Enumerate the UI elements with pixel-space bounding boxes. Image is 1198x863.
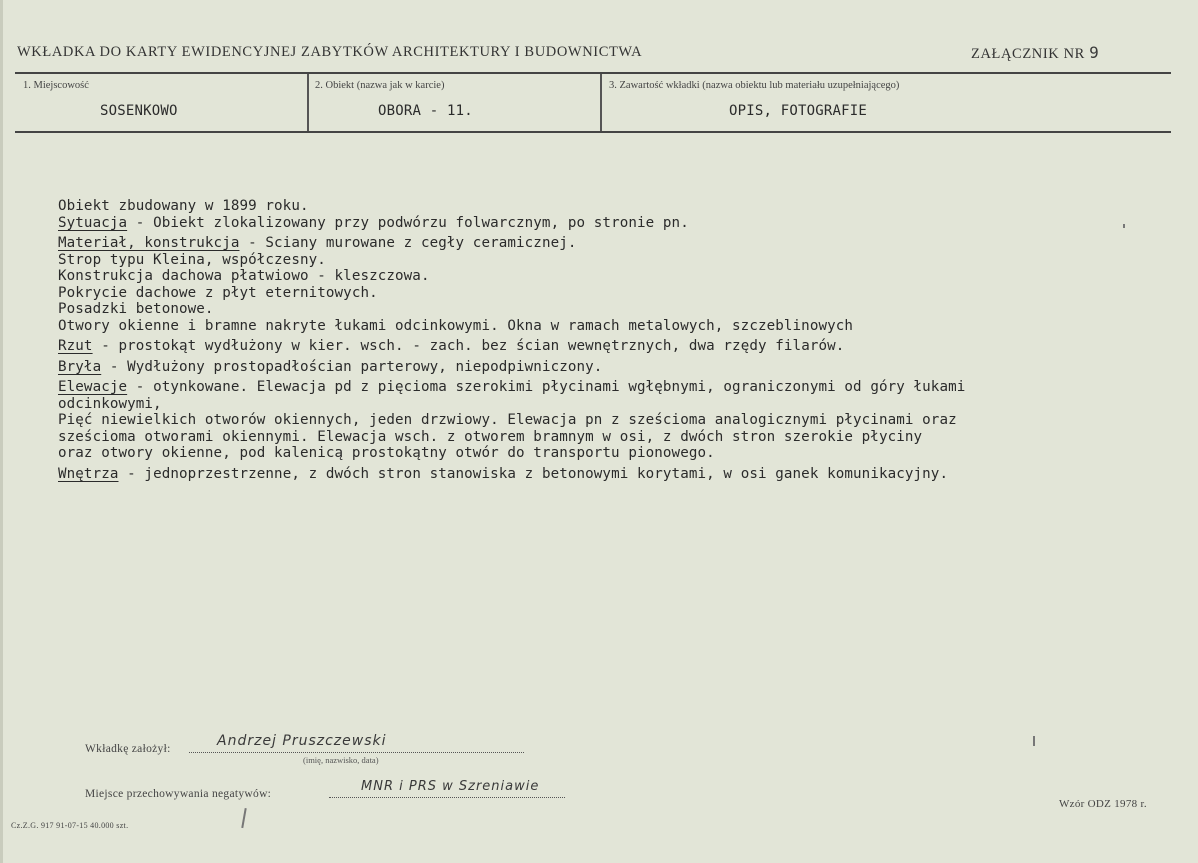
annex-number: 9 bbox=[1089, 43, 1100, 62]
section-text: - jednoprzestrzenne, z dwóch stron stanowiska z betonowymi korytami, w osi ganek komunikacyjny. bbox=[118, 465, 949, 482]
section-heading: Bryła bbox=[58, 358, 102, 375]
description-line: Posadzki betonowe. bbox=[58, 301, 214, 317]
field-divider-1 bbox=[307, 74, 309, 131]
made-by-label: Wkładkę założył: bbox=[85, 743, 171, 755]
storage-label: Miejsce przechowywania negatywów: bbox=[85, 788, 272, 800]
field-label-object: 2. Obiekt (nazwa jak w karcie) bbox=[315, 80, 445, 91]
made-by-signature: Andrzej Pruszczewski bbox=[217, 733, 387, 749]
section-heading: Wnętrza bbox=[58, 465, 119, 482]
field-value-object: OBORA - 11. bbox=[378, 103, 473, 119]
made-by-hint: (imię, nazwisko, data) bbox=[303, 755, 379, 765]
form-title: WKŁADKA DO KARTY EWIDENCYJNEJ ZABYTKÓW ARCHITEKTURY I BUDOWNICTWA bbox=[17, 44, 643, 60]
description-line: odcinkowymi, bbox=[58, 395, 162, 412]
field-label-locality: 1. Miejscowość bbox=[23, 80, 89, 91]
section-heading: Rzut bbox=[58, 338, 93, 354]
section-interior bbox=[58, 466, 1168, 483]
section-text: - Obiekt zlokalizowany przy podwórzu folwarcznym, po stronie pn. bbox=[127, 214, 689, 231]
paper-speck bbox=[1033, 736, 1035, 746]
description-line: sześcioma otworami okiennymi. Elewacja wsch. z otworem bramnym w osi, z dwóch stron szerokie płyciny bbox=[58, 428, 923, 445]
section-mass bbox=[58, 359, 1168, 376]
description-body bbox=[58, 198, 1168, 482]
form-info: Wzór ODZ 1978 r. bbox=[1059, 798, 1147, 810]
description-line: Otwory okienne i bramne nakryte łukami odcinkowymi. Okna w ramach metalowych, szczeblinowych bbox=[58, 317, 854, 334]
description-line: Konstrukcja dachowa płatwiowo - kleszczowa. bbox=[58, 268, 430, 284]
annex-label-text: ZAŁĄCZNIK NR bbox=[971, 46, 1085, 62]
paper-speck bbox=[241, 808, 246, 828]
description-line: oraz otwory okienne, pod kalenicą prostokątny otwór do transportu pionowego. bbox=[58, 445, 715, 461]
section-situation bbox=[58, 215, 1168, 232]
section-text: - otynkowane. Elewacja pd z pięcioma szerokimi płycinami wgłębnymi, ograniczonymi od góry łukami bbox=[127, 379, 966, 395]
header-top-rule bbox=[15, 72, 1171, 74]
section-text: - prostokąt wydłużony w kier. wsch. - zach. bez ścian wewnętrznych, dwa rzędy filarów. bbox=[92, 338, 845, 354]
section-material bbox=[58, 235, 1168, 252]
storage-dotline bbox=[329, 797, 565, 798]
description-line: Pokrycie dachowe z płyt eternitowych. bbox=[58, 284, 378, 301]
print-info: Cz.Z.G. 917 91-07-15 40.000 szt. bbox=[11, 821, 129, 830]
field-value-locality: SOSENKOWO bbox=[100, 103, 178, 119]
field-value-content: OPIS, FOTOGRAFIE bbox=[729, 103, 868, 119]
storage-value: MNR i PRS w Szreniawie bbox=[361, 779, 540, 794]
section-elevations bbox=[58, 379, 1168, 396]
section-text: - Sciany murowane z cegły ceramicznej. bbox=[239, 235, 577, 251]
description-line: Obiekt zbudowany w 1899 roku. bbox=[58, 198, 309, 214]
annex-label bbox=[971, 43, 1099, 63]
description-line: Pięć niewielkich otworów okiennych, jeden drzwiowy. Elewacja pn z sześcioma analogicznymi płycinami oraz bbox=[58, 412, 957, 428]
section-heading: Elewacje bbox=[58, 379, 128, 395]
section-text: - Wydłużony prostopadłościan parterowy, niepodpiwniczony. bbox=[101, 358, 603, 375]
description-line: Strop typu Kleina, współczesny. bbox=[58, 251, 326, 268]
paper-speck bbox=[1123, 224, 1125, 228]
section-heading: Sytuacja bbox=[58, 214, 128, 231]
header-bottom-rule bbox=[15, 131, 1171, 133]
made-by-dotline bbox=[189, 752, 524, 753]
field-label-content: 3. Zawartość wkładki (nazwa obiektu lub materiału uzupełniającego) bbox=[609, 80, 900, 91]
field-divider-2 bbox=[600, 74, 602, 131]
section-plan bbox=[58, 338, 1168, 355]
section-heading: Materiał, konstrukcja bbox=[58, 235, 240, 251]
